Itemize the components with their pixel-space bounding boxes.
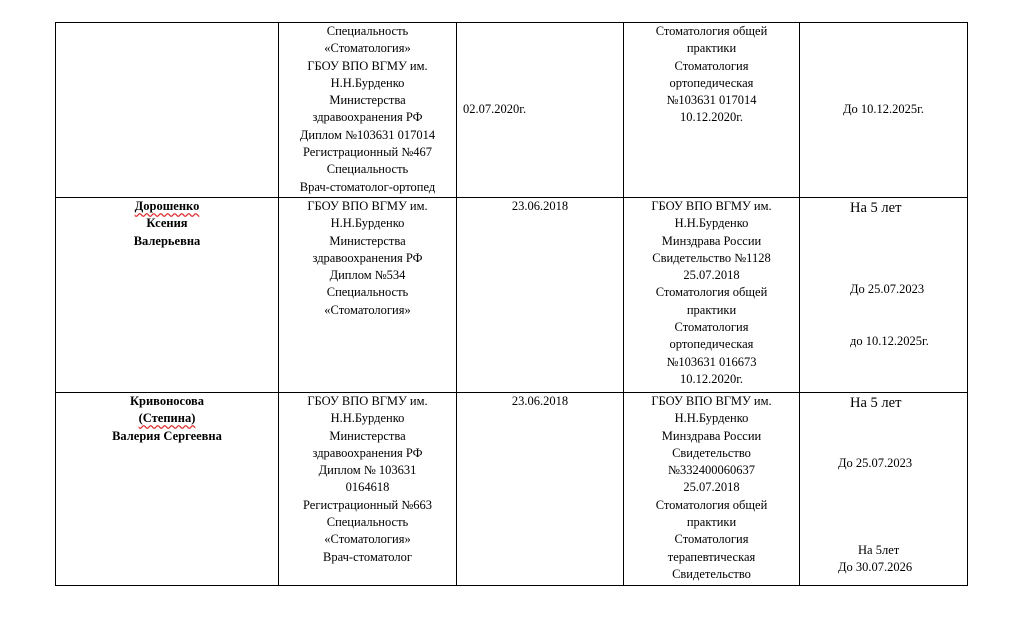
education-line: Специальность: [326, 162, 409, 177]
certificate-line: №103631 016673: [666, 354, 757, 369]
education-line: Министерства: [329, 233, 406, 248]
certificate-line: 25.07.2018: [683, 268, 740, 283]
employee-surname: Дорошенко: [134, 199, 200, 213]
education-line: «Стоматология»: [324, 41, 411, 56]
certificate-line: №332400060637: [668, 463, 755, 478]
certificate-cell: [624, 198, 800, 393]
employee-name-line2: [56, 410, 278, 445]
certificate-line: Свидетельство: [672, 445, 751, 460]
issue-date: 23.06.2018: [511, 199, 569, 213]
validity-term: На 5 лет: [850, 395, 902, 411]
certificate-line: Минздрава России: [661, 233, 762, 248]
staff-qualifications-table: [55, 22, 968, 586]
education-cell: [279, 198, 457, 393]
certificate-cell: [624, 23, 800, 198]
validity-until: до 10.12.2025г.: [850, 334, 929, 348]
education-line: Диплом №103631 017014: [299, 127, 436, 142]
certificate-line: 25.07.2018: [683, 480, 740, 495]
employee-first-name: Валерия Сергеевна: [112, 428, 222, 443]
certificate-line: ортопедическая: [669, 75, 754, 90]
certificate-line: практики: [686, 515, 737, 530]
employee-first-name: Ксения: [146, 216, 188, 231]
certificate-line: ортопедическая: [669, 337, 754, 352]
education-cell: [279, 23, 457, 198]
certificate-line: 10.12.2020г.: [679, 110, 744, 125]
validity-until: До 30.07.2026: [838, 560, 913, 574]
education-line: 0164618: [345, 480, 390, 495]
education-line: ГБОУ ВПО ВГМУ им.: [307, 394, 428, 408]
certificate-line: практики: [686, 302, 737, 317]
education-line: «Стоматология»: [324, 532, 411, 547]
education-line: Министерства: [329, 428, 406, 443]
certificate-line: ГБОУ ВПО ВГМУ им.: [651, 199, 772, 213]
education-line: здравоохранения РФ: [312, 110, 423, 125]
certificate-line: №103631 017014: [666, 93, 757, 108]
education-line: Н.Н.Бурденко: [330, 411, 405, 426]
education-line: Диплом № 103631: [318, 463, 417, 478]
education-line: Н.Н.Бурденко: [330, 75, 405, 90]
education-line: Врач-стоматолог-ортопед: [299, 179, 436, 194]
employee-patronymic: Валерьевна: [133, 233, 201, 248]
education-line: Регистрационный №467: [302, 145, 432, 160]
certificate-line: 10.12.2020г.: [679, 371, 744, 386]
table-row: [56, 23, 968, 198]
validity-cell: [800, 393, 968, 586]
validity-until: До 25.07.2023: [850, 282, 925, 296]
employee-maiden-name: (Степина): [138, 411, 196, 426]
name-cell: [56, 23, 279, 198]
validity-text: До 10.12.2025г.: [843, 102, 924, 117]
certificate-line: Минздрава России: [661, 428, 762, 443]
education-line: Специальность: [326, 285, 409, 300]
certificate-line: практики: [686, 41, 737, 56]
table-row: [56, 198, 968, 393]
validity-cell: [800, 198, 968, 393]
validity-cell: [800, 23, 968, 198]
date-cell: [457, 198, 624, 393]
validity-term: На 5лет: [858, 543, 900, 557]
education-line: «Стоматология»: [324, 302, 411, 317]
employee-name-line1: [56, 198, 278, 233]
education-line: Регистрационный №663: [302, 497, 432, 512]
education-line: Н.Н.Бурденко: [330, 216, 405, 231]
education-line: Специальность: [326, 24, 409, 38]
table-row: [56, 393, 968, 586]
certificate-line: Свидетельство: [672, 566, 751, 581]
certificate-line: Стоматология: [674, 58, 749, 73]
education-line: здравоохранения РФ: [312, 445, 423, 460]
education-line: Диплом №534: [329, 268, 406, 283]
certificate-line: Стоматология общей: [655, 285, 768, 300]
education-line: ГБОУ ВПО ВГМУ им.: [307, 58, 428, 73]
education-line: ГБОУ ВПО ВГМУ им.: [307, 199, 428, 213]
certificate-line: Стоматология общей: [655, 497, 768, 512]
certificate-line: ГБОУ ВПО ВГМУ им.: [651, 394, 772, 408]
certificate-line: Н.Н.Бурденко: [674, 216, 749, 231]
employee-surname: Кривоносова: [129, 394, 205, 408]
name-cell: [56, 198, 279, 393]
issue-date: 02.07.2020г.: [463, 102, 527, 117]
certificate-line: Свидетельство №1128: [652, 250, 771, 265]
certificate-line: Стоматология: [674, 532, 749, 547]
certificate-line: терапевтическая: [667, 549, 756, 564]
education-line: Специальность: [326, 515, 409, 530]
validity-until: До 25.07.2023: [838, 456, 913, 470]
validity-term: На 5 лет: [850, 200, 902, 216]
date-cell: [457, 393, 624, 586]
education-line: здравоохранения РФ: [312, 250, 423, 265]
certificate-line: Н.Н.Бурденко: [674, 411, 749, 426]
name-cell: [56, 393, 279, 586]
education-cell: [279, 393, 457, 586]
certificate-line: Стоматология общей: [655, 24, 768, 38]
education-line: Врач-стоматолог: [323, 549, 412, 564]
certificate-cell: [624, 393, 800, 586]
issue-date: 23.06.2018: [511, 394, 569, 408]
education-line: Министерства: [329, 93, 406, 108]
certificate-line: Стоматология: [674, 320, 749, 335]
date-cell: [457, 23, 624, 198]
